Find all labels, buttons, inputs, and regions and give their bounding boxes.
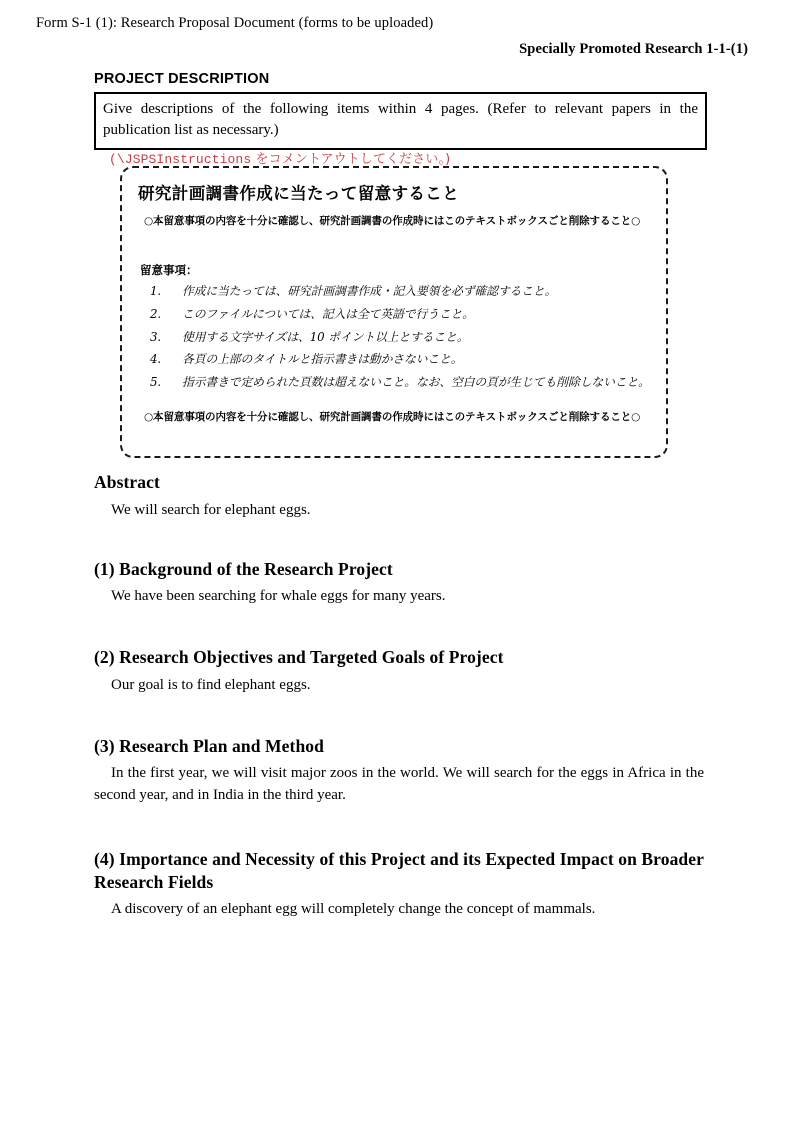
objectives-paragraph: Our goal is to find elephant eggs.	[111, 676, 311, 693]
importance-paragraph: A discovery of an elephant egg will completely change the concept of mammals.	[111, 901, 596, 918]
notice-top-emphasis: ○本留意事項の内容を十分に確認し、研究計画調書の作成時にはこのテキストボックスごと削除すること○	[144, 215, 641, 227]
jsps-instructions-command: JSPSInstructions	[124, 152, 252, 167]
comment-japanese-text: をコメントアウトしてください。)	[251, 152, 451, 167]
notice-item-number: 5.	[150, 375, 162, 390]
background-heading: (1) Background of the Research Project	[94, 558, 393, 579]
spacer	[94, 522, 704, 558]
notice-item-text: 使用する文字サイズは、10 ポイント以上とすること。	[182, 329, 469, 344]
section-background	[94, 558, 704, 609]
notice-bottom-emphasis: ○本留意事項の内容を十分に確認し、研究計画調書の作成時にはこのテキストボックスごと削除すること○	[144, 410, 641, 423]
notice-item-text: 各頁の上部のタイトルと指示書きは動かさないこと。	[182, 352, 463, 367]
spacer	[94, 697, 704, 735]
background-paragraph: We have been searching for whale eggs for many years.	[111, 588, 446, 605]
spacer	[94, 807, 704, 848]
notice-box-heading: 研究計画調書作成に当たって留意すること	[138, 184, 460, 203]
project-description-title: PROJECT DESCRIPTION	[94, 71, 270, 87]
section-objectives	[94, 646, 704, 697]
instruction-text: Give descriptions of the following items within 4 pages. (Refer to relevant papers in the publication list as necessary.)	[103, 101, 698, 139]
objectives-heading: (2) Research Objectives and Targeted Goals of Project	[94, 647, 504, 667]
abstract-heading: Abstract	[94, 472, 160, 492]
notice-item-text: 作成に当たっては、研究計画調書作成・記入要領を必ず確認すること。	[182, 284, 557, 298]
notice-item-number: 2.	[150, 306, 162, 321]
notice-list-item	[136, 377, 652, 389]
project-description-section	[94, 71, 707, 150]
form-identifier: Form S-1 (1): Research Proposal Document (forms to be uploaded)	[36, 15, 434, 31]
section-plan	[94, 735, 704, 807]
notice-item-number: 1.	[150, 284, 162, 298]
abstract-paragraph: We will search for elephant eggs.	[111, 501, 311, 518]
section-importance	[94, 848, 704, 921]
notice-item-number: 3.	[150, 329, 162, 344]
plan-heading: (3) Research Plan and Method	[94, 735, 324, 756]
notice-list-item	[136, 286, 652, 298]
notice-list-item	[136, 306, 652, 321]
jsps-instructions-comment-note	[109, 148, 450, 168]
document-body	[94, 471, 704, 921]
research-category-label: Specially Promoted Research 1-1-(1)	[519, 40, 748, 57]
comment-open-paren: (\	[109, 152, 125, 167]
instruction-box	[94, 92, 707, 150]
section-abstract	[94, 471, 704, 522]
notice-item-text: 指示書きで定められた頁数は超えないこと。なお、空白の頁が生じても削除しないこと。	[182, 375, 650, 390]
japanese-notice-box	[120, 166, 668, 458]
importance-heading: (4) Importance and Necessity of this Project and its Expected Impact on Broader Research Fields	[94, 848, 704, 892]
plan-paragraph: In the first year, we will visit major zoos in the world. We will search for the eggs in Africa in the second year, and in India in the third year.	[94, 765, 704, 803]
notice-item-number: 4.	[150, 352, 162, 367]
notice-item-text: このファイルについては、記入は全て英語で行うこと。	[182, 306, 474, 321]
notice-item-list	[136, 286, 652, 389]
notice-list-title: 留意事項：	[140, 263, 198, 277]
notice-list-item	[136, 329, 652, 344]
notice-list-item	[136, 354, 652, 366]
spacer	[94, 608, 704, 646]
page-header	[36, 14, 758, 58]
